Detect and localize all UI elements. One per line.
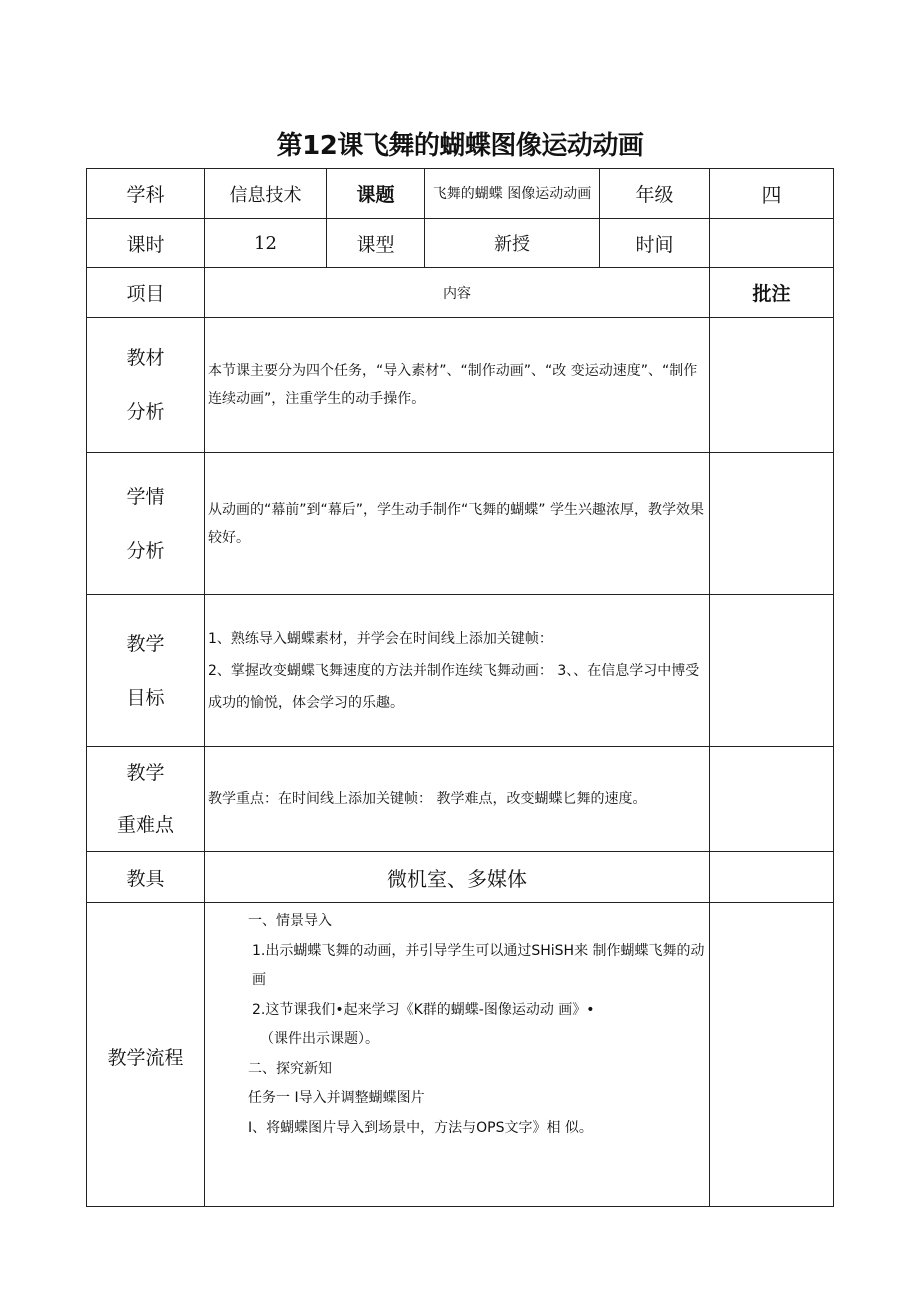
student-analysis-label [87, 453, 205, 595]
flow-line: 任务一 I导入并调整蝴蝶图片 [248, 1090, 425, 1106]
subject-value: 信息技术 [205, 169, 327, 219]
content-header: 内容 [205, 268, 710, 318]
period-label: 课时 [87, 219, 205, 268]
teaching-goals-content [205, 595, 710, 747]
grade-label: 年级 [600, 169, 710, 219]
material-analysis-label-line2: 分析 [126, 401, 165, 423]
student-analysis-label-line1: 学情 [126, 485, 165, 508]
key-points-note [710, 747, 834, 852]
key-points-content: 教学重点：在时间线上添加关键帧： 教学难点，改变蝴蝶匕舞的速度。 [205, 747, 710, 852]
teaching-flow-content [205, 903, 710, 1207]
teaching-aids-label: 教具 [87, 852, 205, 903]
teaching-flow-label: 教学流程 [87, 903, 205, 1207]
material-analysis-label [87, 318, 205, 453]
teaching-aids-note [710, 852, 834, 903]
key-points-label [87, 747, 205, 852]
flow-line: （课件出示课题）。 [260, 1031, 379, 1047]
teaching-aids-content: 微机室、多媒体 [205, 852, 710, 903]
teaching-goals-note [710, 595, 834, 747]
topic-value: 飞舞的蝴蝶 图像运动动画 [425, 169, 600, 219]
teaching-goals-line1: 1、熟练导入蝴蝶素材，并学会在时间线上添加关键帧： [208, 630, 553, 647]
time-value [710, 219, 834, 268]
teaching-flow-note [710, 903, 834, 1207]
material-analysis-label-line1: 教材 [126, 347, 165, 369]
flow-line: 二、探究新知 [248, 1060, 332, 1077]
teaching-goals-label-line2: 目标 [126, 686, 165, 709]
teaching-goals-label-line1: 教学 [126, 632, 165, 655]
student-analysis-note [710, 453, 834, 595]
flow-line: I、将蝴蝶图片导入到场景中，方法与OPS文字》相 似。 [248, 1119, 593, 1136]
topic-label: 课题 [327, 169, 425, 219]
item-label: 项目 [87, 268, 205, 318]
student-analysis-content: 从动画的“幕前”到“幕后”，学生动手制作“飞舞的蝴蝶” 学生兴趣浓厚，教学效果较好。 [205, 453, 710, 595]
type-label: 课型 [327, 219, 425, 268]
table-row-header [87, 268, 834, 318]
teaching-goals-label [87, 595, 205, 747]
flow-line: 一、情景导入 [248, 913, 332, 929]
time-label: 时间 [600, 219, 710, 268]
table-row-teaching-flow [87, 903, 834, 1207]
document-title: 第12课飞舞的蝴蝶图像运动动画 [276, 131, 644, 161]
period-value: 12 [205, 219, 327, 268]
table-row-subject [87, 169, 834, 219]
subject-label: 学科 [87, 169, 205, 219]
table-row-key-points [87, 747, 834, 852]
lesson-plan-table [86, 168, 834, 1207]
material-analysis-content: 本节课主要分为四个任务，“导入素材”、“制作动画”、“改 变运动速度”、“制作连续动画”，注重学生的动手操作。 [205, 318, 710, 453]
material-analysis-note [710, 318, 834, 453]
table-row-material-analysis [87, 318, 834, 453]
key-points-label-line2: 重难点 [116, 814, 174, 836]
type-value: 新授 [425, 219, 600, 268]
table-row-period [87, 219, 834, 268]
flow-line: 1.出示蝴蝶飞舞的动画，并引导学生可以通过SHiSH来 制作蝴蝶飞舞的动画 [252, 942, 705, 988]
student-analysis-label-line2: 分析 [126, 539, 165, 562]
note-label: 批注 [710, 268, 834, 318]
key-points-label-line1: 教学 [126, 762, 165, 784]
grade-value: 四 [710, 169, 834, 219]
table-row-student-analysis [87, 453, 834, 595]
table-row-teaching-aids [87, 852, 834, 903]
flow-line: 2.这节课我们•起来学习《K群的蝴蝶-图像运动动 画》• [252, 1001, 595, 1018]
teaching-goals-line2: 2、掌握改变蝴蝶飞舞速度的方法并制作连续飞舞动画： 3、、在信息学习中博受成功的愉悦，体会学习的乐趣。 [208, 662, 700, 711]
table-row-teaching-goals [87, 595, 834, 747]
